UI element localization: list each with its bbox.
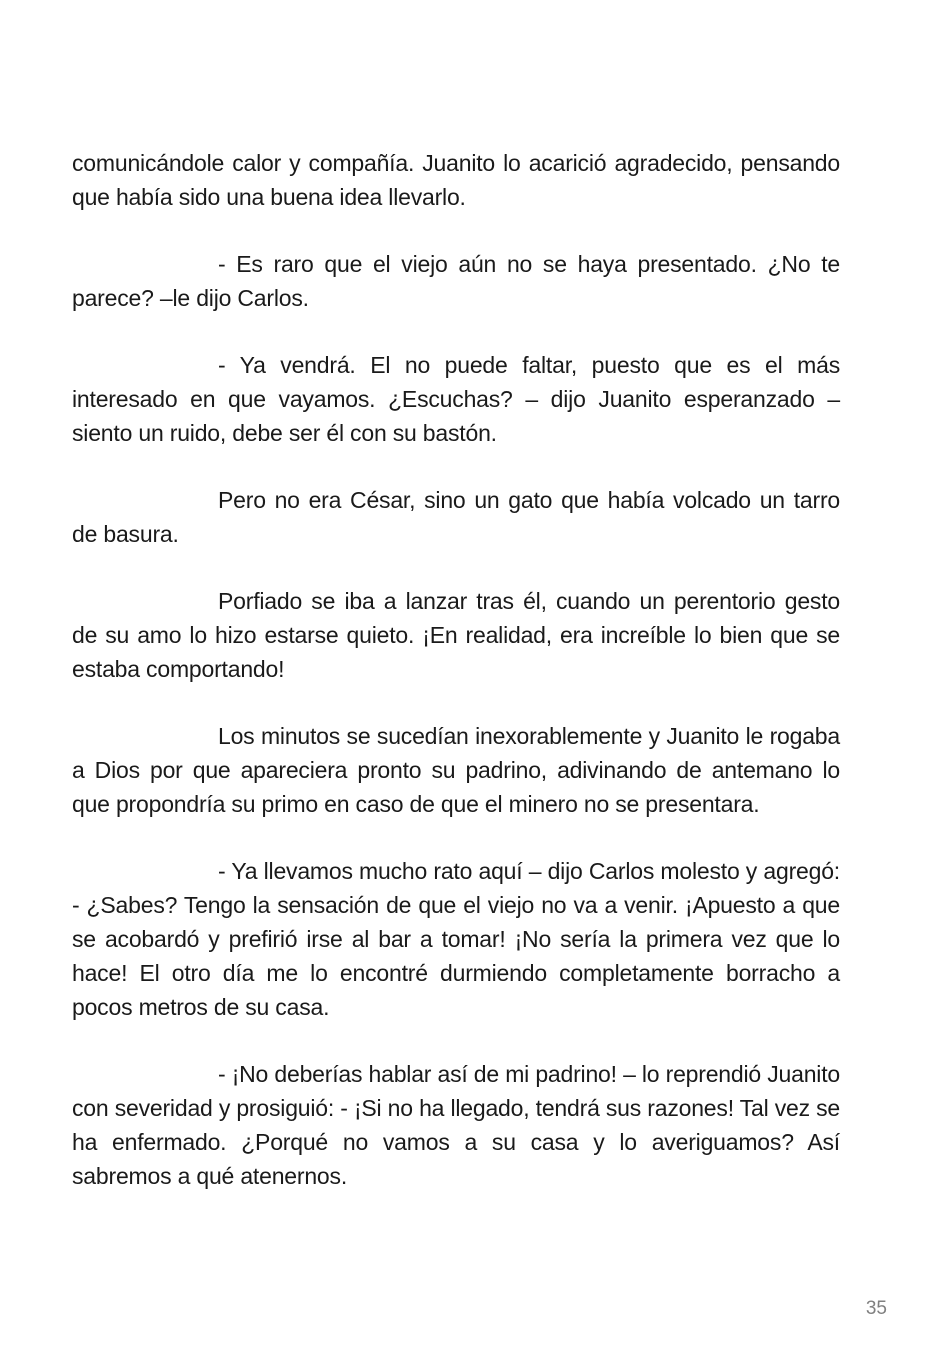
paragraph-3: - Ya vendrá. El no puede faltar, puesto que es el más interesado en que vayamos. ¿Escuchas? – dijo Juanito esperanzado – siento un ruido, debe ser él con su bastón.: [72, 352, 840, 446]
body-text: [72, 146, 840, 1226]
paragraph-5: Porfiado se iba a lanzar tras él, cuando un perentorio gesto de su amo lo hizo estarse quieto. ¡En realidad, era increíble lo bien que se estaba comportando!: [72, 588, 840, 682]
paragraph-4: Pero no era César, sino un gato que había volcado un tarro de basura.: [72, 487, 840, 547]
paragraph-2: - Es raro que el viejo aún no se haya presentado. ¿No te parece? –le dijo Carlos.: [72, 251, 840, 311]
page-number: 35: [865, 1298, 887, 1319]
paragraph-6: Los minutos se sucedían inexorablemente y Juanito le rogaba a Dios por que apareciera pronto su padrino, adivinando de antemano lo que propondría su primo en caso de que el minero no se presentara.: [72, 723, 840, 817]
paragraph-1: comunicándole calor y compañía. Juanito lo acarició agradecido, pensando que había sido una buena idea llevarlo.: [72, 150, 840, 210]
paragraph-7: - Ya llevamos mucho rato aquí – dijo Carlos molesto y agregó: - ¿Sabes? Tengo la sensación de que el viejo no va a venir. ¡Apuesto a que se acobardó y prefirió irse al bar a tomar! ¡No sería la primera vez que lo hace! El otro día me lo encontré durmiendo completamente borracho a pocos metros de su casa.: [72, 858, 840, 1020]
paragraph-8: - ¡No deberías hablar así de mi padrino! – lo reprendió Juanito con severidad y prosiguió: - ¡Si no ha llegado, tendrá sus razones! Tal vez se ha enfermado. ¿Porqué no vamos a su casa y lo averiguamos? Así sabremos a qué atenernos.: [72, 1061, 840, 1189]
